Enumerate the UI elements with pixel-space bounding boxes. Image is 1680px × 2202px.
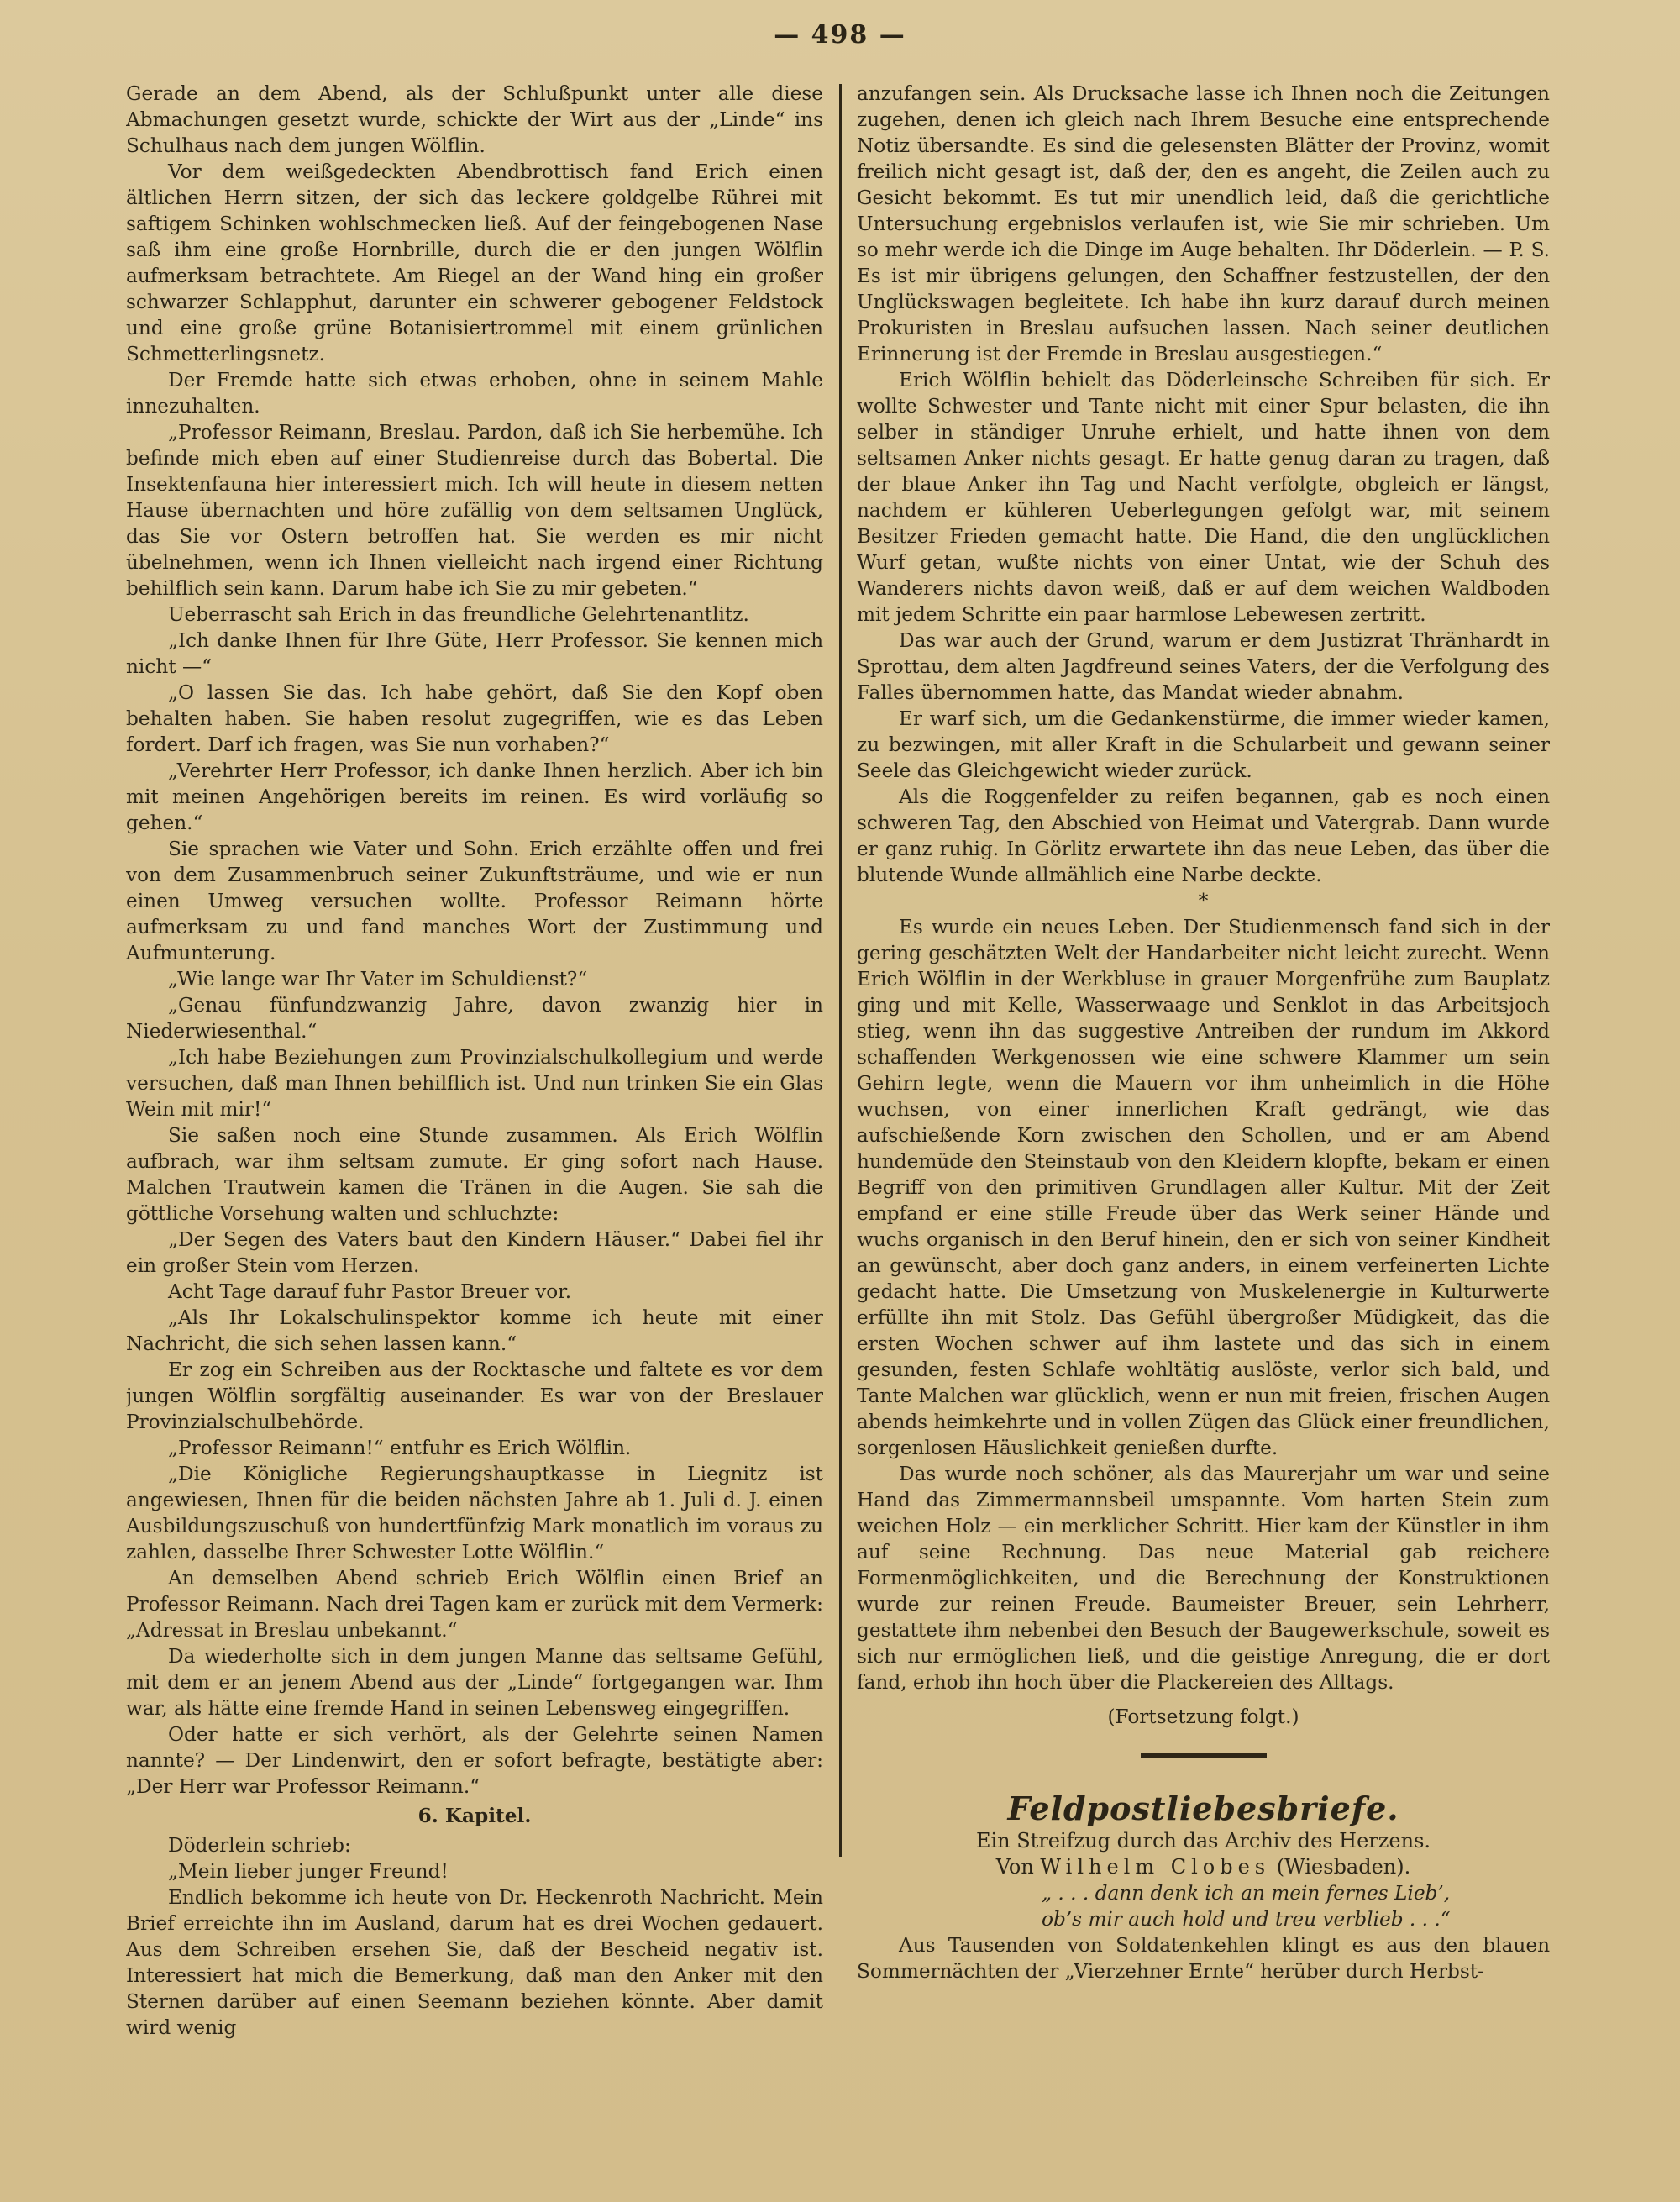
paragraph: „Professor Reimann!“ entfuhr es Erich Wölflin. [168,1437,632,1459]
paragraph: Das wurde noch schöner, als das Maurerjahr um war und seine Hand das Zimmermannsbeil umspannte. Vom harten Stein zum weichen Holz — ein merklicher Schritt. Hier kam der Künstler in ihm auf seine Rechnung. Das neue Material gab reichere Formenmöglichkeiten, und die Berechnung der Konstruktionen wurde zur reinen Freude. Baumeister Breuer, sein Lehrherr, gestattete ihm nebenbei den Besuch der Baugewerkschule, soweit es sich nur ermöglichen ließ, und die geistige Anregung, die er dort fand, erhob ihn hoch über die Plackereien des Alltags. [857,1463,1550,1694]
article-byline [857,1854,1550,1880]
paragraph: Gerade an dem Abend, als der Schlußpunkt unter alle diese Abmachungen gesetzt wurde, schickte der Wirt aus der „Linde“ ins Schulhaus nach dem jungen Wölflin. [126,82,823,157]
byline-prefix: Von [995,1855,1034,1879]
chapter-heading: 6. Kapitel. [417,1805,532,1827]
divider [1141,1753,1267,1758]
column-rule [839,84,842,1857]
paragraph: „Ich habe Beziehungen zum Provinzialschulkollegium und werde versuchen, daß man Ihnen behilflich ist. Und nun trinken Sie ein Glas Wein mit mir!“ [126,1046,823,1121]
paragraph: Erich Wölflin behielt das Döderleinsche Schreiben für sich. Er wollte Schwester und Tante nicht mit einer Spur belasten, die ihn selber in ständiger Unruhe erhielt, und hatte ihnen von dem seltsamen Anker nichts gesagt. Er hatte genug daran zu tragen, daß der blaue Anker ihn Tag und Nacht verfolgte, obgleich er längst, nachdem er kühleren Ueberlegungen gefolgt war, mit seinem Besitzer Frieden gemacht hatte. Die Hand, die den unglücklichen Wurf getan, wußte nichts von einer Untat, wie der Schuh des Wanderers nichts davon weiß, daß er auf dem weichen Waldboden mit jedem Schritte ein paar harmlose Lebewesen zertritt. [857,369,1550,626]
paragraph: „Verehrter Herr Professor, ich danke Ihnen herzlich. Aber ich bin mit meinen Angehörigen bereits im reinen. Es wird vorläufig so gehen.“ [126,759,823,834]
paragraph: Er zog ein Schreiben aus der Rocktasche und faltete es vor dem jungen Wölflin sorgfältig auseinander. Es war von der Breslauer Provinzialschulbehörde. [126,1359,823,1433]
paragraph: Vor dem weißgedeckten Abendbrottisch fand Erich einen ältlichen Herrn sitzen, der sich das leckere goldgelbe Rührei mit saftigem Schinken wohlschmecken ließ. Auf der feingebogenen Nase saß ihm eine große Hornbrille, durch die er den jungen Wölflin aufmerksam betrachtete. Am Riegel an der Wand hing ein großer schwarzer Schlapphut, darunter ein schwerer gebogener Feldstock und eine große grüne Botanisiertrommel mit einem grünlichen Schmetterlingsnetz. [126,160,823,365]
letter-salutation: „Mein lieber junger Freund! [168,1860,449,1883]
paragraph: Der Fremde hatte sich etwas erhoben, ohne in seinem Mahle innezuhalten. [126,369,823,418]
paragraph: „Der Segen des Vaters baut den Kindern Häuser.“ Dabei fiel ihr ein großer Stein vom Herzen. [126,1228,823,1277]
paragraph: „Als Ihr Lokalschulinspektor komme ich heute mit einer Nachricht, die sich sehen lassen kann.“ [126,1306,823,1355]
paragraph: Sie sprachen wie Vater und Sohn. Erich erzählte offen und frei von dem Zusammenbruch seiner Zukunftsträume, und wie er nun einen Umweg versuchen wollte. Professor Reimann hörte aufmerksam zu und fand manches Wort der Zustimmung und Aufmunterung. [126,838,823,964]
paragraph: Oder hatte er sich verhört, als der Gelehrte seinen Namen nannte? — Der Lindenwirt, den er sofort befragte, bestätigte aber: „Der Herr war Professor Reimann.“ [126,1723,823,1798]
verse-line: ob’s mir auch hold und treu verblieb . . .“ [1042,1908,1451,1931]
article-title: Feldpostliebesbriefe. [1007,1789,1399,1827]
paragraph: Endlich bekomme ich heute von Dr. Heckenroth Nachricht. Mein Brief erreichte ihn im Ausland, darum hat es drei Wochen gedauert. Aus dem Schreiben ersehen Sie, daß der Bescheid negativ ist. Interessiert hat mich die Bemerkung, daß man den Anker mit den Sternen darüber auf einen Seemann beziehen könnte. Aber damit wird wenig [126,1886,823,2039]
paragraph: Ueberrascht sah Erich in das freundliche Gelehrtenantlitz. [168,603,749,626]
paragraph: Da wiederholte sich in dem jungen Manne das seltsame Gefühl, mit dem er an jenem Abend aus der „Linde“ fortgegangen war. Ihm war, als hätte eine fremde Hand in seinen Lebensweg eingegriffen. [126,1645,823,1720]
section-break: * [1198,890,1209,912]
paragraph: „O lassen Sie das. Ich habe gehört, daß Sie den Kopf oben behalten haben. Sie haben resolut zugegriffen, wie es das Leben fordert. Darf ich fragen, was Sie nun vorhaben?“ [126,681,823,756]
paragraph: Döderlein schrieb: [168,1834,351,1857]
verse-line: „ . . . dann denk ich an mein fernes Lieb’, [1042,1882,1451,1905]
paragraph: „Ich danke Ihnen für Ihre Güte, Herr Professor. Sie kennen mich nicht —“ [126,629,823,678]
paragraph: „Genau fünfundzwanzig Jahre, davon zwanzig hier in Niederwiesenthal.“ [126,994,823,1043]
continued-note: (Fortsetzung folgt.) [1107,1705,1299,1728]
left-column [126,81,823,2101]
right-column [857,81,1550,2101]
paragraph: Es wurde ein neues Leben. Der Studienmensch fand sich in der gering geschätzten Welt der Handarbeiter nicht leicht zurecht. Wenn Erich Wölflin in der Werkbluse in grauer Morgenfrühe zum Bauplatz ging und mit Kelle, Wasserwaage und Senklot in das Arbeitsjoch stieg, wenn ihn das suggestive Antreiben der rundum im Akkord schaffenden Werkgenossen wie eine schwere Klammer um sein Gehirn legte, wenn die Mauern vor ihm unheimlich in die Höhe wuchsen, von einer innerlichen Kraft gedrängt, wie das aufschießende Korn zwischen den Schollen, und er am Abend hundemüde den Steinstaub von den Kleidern klopfte, bekam er einen Begriff von den primitiven Grundlagen aller Kultur. Mit der Zeit empfand er eine stille Freude über das Werk seiner Hände und wuchs organisch in den Beruf hinein, den er sich von seiner Kindheit an gewünscht, aber doch ganz anders, in einem verfeinerten Lichte gedacht hatte. Die Umsetzung von Muskelenergie in Kulturwerte erfüllte ihn mit Stolz. Das Gefühl übergroßer Müdigkeit, das die ersten Wochen schwer auf ihm lastete und das sich in einem gesunden, festen Schlafe wohltätig auslöste, verlor sich bald, und Tante Malchen war glücklich, wenn er nun mit freien, frischen Augen abends heimkehrte und in vollen Zügen das Glück einer freundlichen, sorgenlosen Häuslichkeit genießen durfte. [857,916,1550,1459]
paragraph: „Wie lange war Ihr Vater im Schuldienst?“ [168,968,588,991]
paragraph: „Professor Reimann, Breslau. Pardon, daß ich Sie herbemühe. Ich befinde mich eben auf einer Studienreise durch das Bobertal. Die Insektenfauna hier interessiert mich. Ich will heute in diesem netten Hause übernachten und höre zufällig von dem seltsamen Unglück, das Sie vor Ostern betroffen hat. Sie werden es mir nicht übelnehmen, wenn ich Ihnen vielleicht nach irgend einer Richtung behilflich sein kann. Darum habe ich Sie zu mir gebeten.“ [126,421,823,600]
paragraph: anzufangen sein. Als Drucksache lasse ich Ihnen noch die Zeitungen zugehen, denen ich gleich nach Ihrem Besuche eine entsprechende Notiz übersandte. Es sind die gelesensten Blätter der Provinz, womit freilich nicht gesagt ist, daß der, den es angeht, die Zeilen auch zu Gesicht bekommt. Es tut mir unendlich leid, daß die gerichtliche Untersuchung ergebnislos verlaufen ist, wie Sie mir schrieben. Um so mehr werde ich die Dinge im Auge behalten. Ihr Döderlein. — P. S. Es ist mir übrigens gelungen, den Schaffner festzustellen, der den Unglückswagen begleitete. Ich habe ihn kurz darauf durch meinen Prokuristen in Breslau aufsuchen lassen. Nach seiner deutlichen Erinnerung ist der Fremde in Breslau ausgestiegen.“ [857,82,1550,365]
paragraph: Er warf sich, um die Gedankenstürme, die immer wieder kamen, zu bezwingen, mit aller Kraft in die Schularbeit und gewann seiner Seele das Gleichgewicht wieder zurück. [857,707,1550,782]
paragraph: An demselben Abend schrieb Erich Wölflin einen Brief an Professor Reimann. Nach drei Tagen kam er zurück mit dem Vermerk: „Adressat in Breslau unbekannt.“ [126,1567,823,1642]
author-location: (Wiesbaden). [1276,1855,1411,1879]
paragraph: Das war auch der Grund, warum er dem Justizrat Thränhardt in Sprottau, dem alten Jagdfreund seines Vaters, der die Verfolgung des Falles übernommen hatte, das Mandat wieder abnahm. [857,629,1550,704]
paragraph: Als die Roggenfelder zu reifen begannen, gab es noch einen schweren Tag, den Abschied von Heimat und Vatergrab. Dann wurde er ganz ruhig. In Görlitz erwartete ihn das neue Leben, das über die blutende Wunde allmählich eine Narbe deckte. [857,786,1550,886]
paragraph: Acht Tage darauf fuhr Pastor Breuer vor. [168,1280,572,1303]
page-number: — 498 — [774,20,906,50]
paragraph: „Die Königliche Regierungshauptkasse in Liegnitz ist angewiesen, Ihnen für die beiden nächsten Jahre ab 1. Juli d. J. einen Ausbildungszuschuß von hundertfünfzig Mark monatlich im voraus zu zahlen, dasselbe Ihrer Schwester Lotte Wölflin.“ [126,1463,823,1563]
article-subtitle: Ein Streifzug durch das Archiv des Herzens. [975,1829,1431,1853]
author-name: Wilhelm Clobes [1040,1855,1271,1879]
paragraph: Sie saßen noch eine Stunde zusammen. Als Erich Wölflin aufbrach, war ihm seltsam zumute. Er ging sofort nach Hause. Malchen Trautwein kamen die Tränen in die Augen. Sie sah die göttliche Vorsehung walten und schluchzte: [126,1124,823,1225]
paragraph: Aus Tausenden von Soldatenkehlen klingt es aus den blauen Sommernächten der „Vierzehner Ernte“ herüber durch Herbst- [857,1934,1550,1983]
